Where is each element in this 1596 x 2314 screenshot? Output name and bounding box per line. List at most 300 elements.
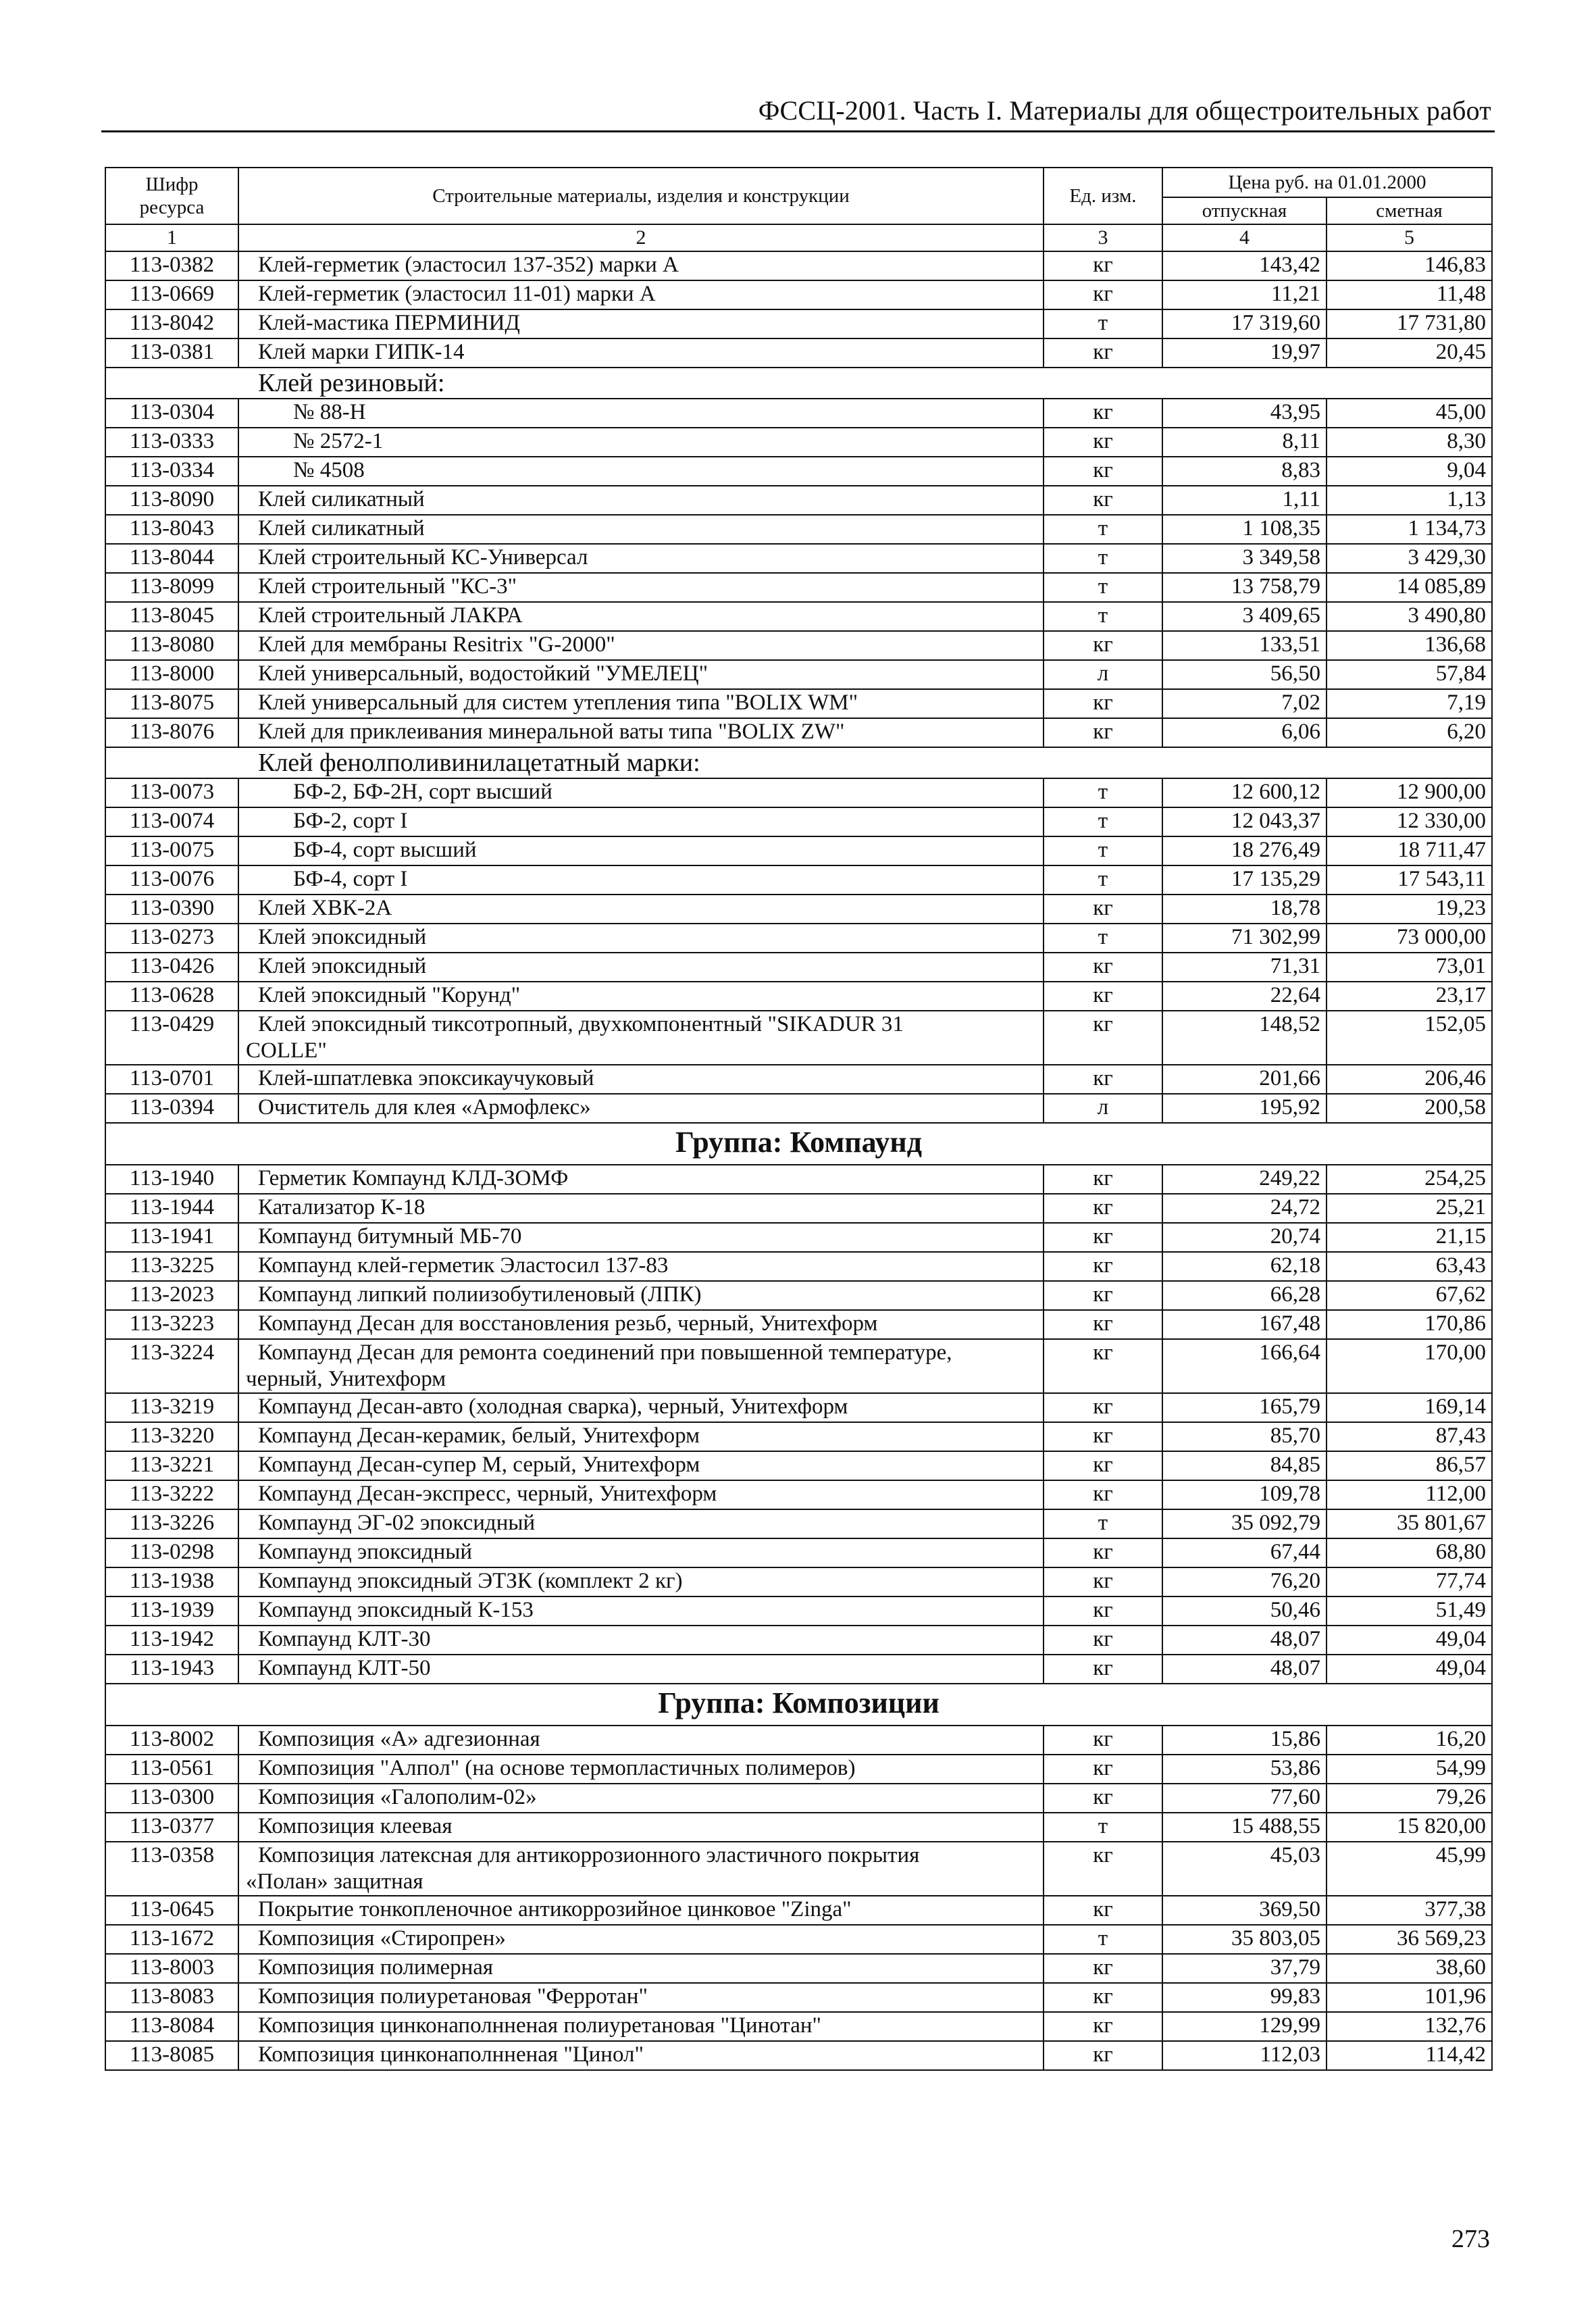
table-row <box>105 778 1492 807</box>
resource-code-cell: 113-8002 <box>105 1726 238 1755</box>
unit-cell: кг <box>1044 399 1162 428</box>
material-name-cell: Клей эпоксидный "Корунд" <box>238 982 1044 1011</box>
estimate-price-cell: 12 900,00 <box>1327 778 1492 807</box>
estimate-price-cell: 14 085,89 <box>1327 573 1492 602</box>
table-row <box>105 807 1492 836</box>
material-name-cell: Компаунд липкий полиизобутиленовый (ЛПК) <box>238 1281 1044 1310</box>
unit-cell: т <box>1044 778 1162 807</box>
table-row <box>105 428 1492 457</box>
estimate-price-cell: 54,99 <box>1327 1755 1492 1784</box>
material-name-cell: Компаунд эпоксидный ЭТЗК (комплект 2 кг) <box>238 1567 1044 1596</box>
material-name-cell: Клей универсальный, водостойкий "УМЕЛЕЦ" <box>238 660 1044 689</box>
release-price-cell: 12 043,37 <box>1162 807 1327 836</box>
release-price-cell: 133,51 <box>1162 631 1327 660</box>
table-row <box>105 865 1492 895</box>
table-row <box>105 251 1492 280</box>
material-name-cell: БФ-4, сорт высший <box>238 836 1044 865</box>
material-name-cell: Клей строительный ЛАКРА <box>238 602 1044 631</box>
table-row <box>105 1655 1492 1684</box>
column-number: 2 <box>238 224 1044 251</box>
unit-cell: кг <box>1044 280 1162 309</box>
estimate-price-cell: 254,25 <box>1327 1165 1492 1194</box>
column-header-unit: Ед. изм. <box>1044 168 1162 224</box>
table-row <box>105 1094 1492 1123</box>
resource-code-cell: 113-8043 <box>105 515 238 544</box>
resource-code-cell: 113-0377 <box>105 1813 238 1842</box>
price-table <box>105 167 1493 2071</box>
material-name-cell: Клей эпоксидный <box>238 924 1044 953</box>
release-price-cell: 19,97 <box>1162 338 1327 368</box>
table-row <box>105 1339 1492 1393</box>
resource-code-cell: 113-0075 <box>105 836 238 865</box>
table-row <box>105 631 1492 660</box>
column-number: 1 <box>105 224 238 251</box>
table-row <box>105 1567 1492 1596</box>
material-name-cell: № 4508 <box>238 457 1044 486</box>
material-name-cell: № 88-Н <box>238 399 1044 428</box>
section-heading: Клей фенолполивинилацетатный марки: <box>105 747 1492 778</box>
table-row <box>105 280 1492 309</box>
material-name-cell: Композиция цинконаполнненая "Цинол" <box>238 2041 1044 2070</box>
unit-cell: кг <box>1044 1983 1162 2012</box>
unit-cell: кг <box>1044 2041 1162 2070</box>
group-heading: Группа: Компаунд <box>105 1123 1492 1165</box>
resource-code-cell: 113-0298 <box>105 1538 238 1567</box>
table-row <box>105 1223 1492 1252</box>
release-price-cell: 13 758,79 <box>1162 573 1327 602</box>
column-number: 4 <box>1162 224 1327 251</box>
release-price-cell: 7,02 <box>1162 689 1327 718</box>
table-row <box>105 602 1492 631</box>
group-heading-row <box>105 1123 1492 1165</box>
material-name-cell: Клей силикатный <box>238 486 1044 515</box>
estimate-price-cell: 45,00 <box>1327 399 1492 428</box>
table-row <box>105 1451 1492 1480</box>
table-row <box>105 399 1492 428</box>
release-price-cell: 6,06 <box>1162 718 1327 747</box>
resource-code-cell: 113-1939 <box>105 1596 238 1626</box>
resource-code-cell: 113-8044 <box>105 544 238 573</box>
table-row <box>105 1596 1492 1626</box>
resource-code-cell: 113-8083 <box>105 1983 238 2012</box>
estimate-price-cell: 79,26 <box>1327 1784 1492 1813</box>
material-name-cell: Композиция полиуретановая "Ферротан" <box>238 1983 1044 2012</box>
material-name-cell: Клей универсальный для систем утепления типа "BOLIX WM" <box>238 689 1044 718</box>
release-price-cell: 1,11 <box>1162 486 1327 515</box>
material-name-cell <box>238 1842 1044 1896</box>
release-price-cell: 12 600,12 <box>1162 778 1327 807</box>
resource-code-cell: 113-0074 <box>105 807 238 836</box>
unit-cell: т <box>1044 1509 1162 1538</box>
material-name-continuation: черный, Унитехформ <box>246 1367 446 1391</box>
estimate-price-cell: 86,57 <box>1327 1451 1492 1480</box>
estimate-price-cell: 3 429,30 <box>1327 544 1492 573</box>
estimate-price-cell: 146,83 <box>1327 251 1492 280</box>
estimate-price-cell: 17 543,11 <box>1327 865 1492 895</box>
unit-cell: т <box>1044 544 1162 573</box>
material-name-cell: Композиция «А» адгезионная <box>238 1726 1044 1755</box>
table-row <box>105 338 1492 368</box>
estimate-price-cell: 114,42 <box>1327 2041 1492 2070</box>
release-price-cell: 35 092,79 <box>1162 1509 1327 1538</box>
resource-code-cell: 113-2023 <box>105 1281 238 1310</box>
estimate-price-cell: 73,01 <box>1327 953 1492 982</box>
release-price-cell: 84,85 <box>1162 1451 1327 1480</box>
estimate-price-cell: 15 820,00 <box>1327 1813 1492 1842</box>
material-name-cell: БФ-2, БФ-2Н, сорт высший <box>238 778 1044 807</box>
material-name-cell: Компаунд Десан для восстановления резьб, черный, Унитехформ <box>238 1310 1044 1339</box>
unit-cell: кг <box>1044 1755 1162 1784</box>
group-heading-row <box>105 1684 1492 1726</box>
resource-code-cell: 113-8085 <box>105 2041 238 2070</box>
estimate-price-cell: 7,19 <box>1327 689 1492 718</box>
estimate-price-cell: 132,76 <box>1327 2012 1492 2041</box>
material-name-cell: Компаунд КЛТ-50 <box>238 1655 1044 1684</box>
unit-cell: кг <box>1044 1896 1162 1925</box>
resource-code-cell: 113-0645 <box>105 1896 238 1925</box>
resource-code-cell: 113-8084 <box>105 2012 238 2041</box>
release-price-cell: 43,95 <box>1162 399 1327 428</box>
unit-cell: кг <box>1044 953 1162 982</box>
resource-code-cell: 113-8003 <box>105 1954 238 1983</box>
estimate-price-cell: 112,00 <box>1327 1480 1492 1509</box>
estimate-price-cell: 19,23 <box>1327 895 1492 924</box>
table-row <box>105 515 1492 544</box>
resource-code-cell: 113-0076 <box>105 865 238 895</box>
release-price-cell: 167,48 <box>1162 1310 1327 1339</box>
table-row <box>105 1281 1492 1310</box>
resource-code-cell: 113-1943 <box>105 1655 238 1684</box>
estimate-price-cell: 51,49 <box>1327 1596 1492 1626</box>
estimate-price-cell: 21,15 <box>1327 1223 1492 1252</box>
release-price-cell: 50,46 <box>1162 1596 1327 1626</box>
table-row <box>105 895 1492 924</box>
unit-cell: т <box>1044 836 1162 865</box>
table-row <box>105 2041 1492 2070</box>
resource-code-cell: 113-0394 <box>105 1094 238 1123</box>
resource-code-cell: 113-3224 <box>105 1339 238 1393</box>
resource-code-cell: 113-0701 <box>105 1065 238 1094</box>
table-row <box>105 953 1492 982</box>
unit-cell: л <box>1044 660 1162 689</box>
table-row <box>105 1954 1492 1983</box>
unit-cell: т <box>1044 1925 1162 1954</box>
unit-cell: кг <box>1044 2012 1162 2041</box>
material-name-cell: Клей-герметик (эластосил 11-01) марки А <box>238 280 1044 309</box>
material-name-cell: Композиция полимерная <box>238 1954 1044 1983</box>
resource-code-cell: 113-0429 <box>105 1011 238 1065</box>
resource-code-cell: 113-0334 <box>105 457 238 486</box>
release-price-cell: 35 803,05 <box>1162 1925 1327 1954</box>
page-title: ФССЦ-2001. Часть I. Материалы для общестроительных работ <box>758 95 1491 126</box>
unit-cell: кг <box>1044 1223 1162 1252</box>
page-number: 273 <box>1451 2225 1490 2253</box>
estimate-price-cell: 73 000,00 <box>1327 924 1492 953</box>
release-price-cell: 3 409,65 <box>1162 602 1327 631</box>
table-row <box>105 1252 1492 1281</box>
release-price-cell: 369,50 <box>1162 1896 1327 1925</box>
release-price-cell: 66,28 <box>1162 1281 1327 1310</box>
unit-cell: т <box>1044 807 1162 836</box>
unit-cell: кг <box>1044 1842 1162 1896</box>
material-name-cell: Компаунд эпоксидный К-153 <box>238 1596 1044 1626</box>
material-name-line: Композиция латексная для антикоррозионного эластичного покрытия <box>258 1843 920 1867</box>
unit-cell: кг <box>1044 1339 1162 1393</box>
release-price-cell: 201,66 <box>1162 1065 1327 1094</box>
material-name-cell: Клей для мембраны Resitrix "G-2000" <box>238 631 1044 660</box>
unit-cell: кг <box>1044 428 1162 457</box>
material-name-cell: Клей строительный КС-Универсал <box>238 544 1044 573</box>
release-price-cell: 18,78 <box>1162 895 1327 924</box>
table-row <box>105 836 1492 865</box>
unit-cell: кг <box>1044 689 1162 718</box>
material-name-cell: Компаунд КЛТ-30 <box>238 1626 1044 1655</box>
table-row <box>105 544 1492 573</box>
table-row <box>105 1310 1492 1339</box>
resource-code-cell: 113-0358 <box>105 1842 238 1896</box>
table-row <box>105 1842 1492 1896</box>
unit-cell: кг <box>1044 1281 1162 1310</box>
unit-cell: кг <box>1044 1422 1162 1451</box>
material-name-cell <box>238 1011 1044 1065</box>
release-price-cell: 18 276,49 <box>1162 836 1327 865</box>
release-price-cell: 76,20 <box>1162 1567 1327 1596</box>
material-name-line: Компаунд Десан для ремонта соединений при повышенной температуре, <box>258 1340 952 1365</box>
unit-cell: кг <box>1044 1451 1162 1480</box>
unit-cell: кг <box>1044 1626 1162 1655</box>
release-price-cell: 85,70 <box>1162 1422 1327 1451</box>
table-row <box>105 1393 1492 1422</box>
table-row <box>105 718 1492 747</box>
resource-code-cell: 113-0333 <box>105 428 238 457</box>
table-row <box>105 1480 1492 1509</box>
material-name-cell: Клей-мастика ПЕРМИНИД <box>238 309 1044 338</box>
estimate-price-cell: 49,04 <box>1327 1655 1492 1684</box>
table-row <box>105 573 1492 602</box>
release-price-cell: 77,60 <box>1162 1784 1327 1813</box>
section-heading-row <box>105 368 1492 399</box>
table-row <box>105 1983 1492 2012</box>
estimate-price-cell: 35 801,67 <box>1327 1509 1492 1538</box>
table-row <box>105 1011 1492 1065</box>
column-header-estimate-price: сметная <box>1327 197 1492 224</box>
estimate-price-cell: 8,30 <box>1327 428 1492 457</box>
table-row <box>105 2012 1492 2041</box>
resource-code-cell: 113-8076 <box>105 718 238 747</box>
release-price-cell: 22,64 <box>1162 982 1327 1011</box>
table-header <box>105 168 1492 251</box>
column-header-name: Строительные материалы, изделия и конструкции <box>238 168 1044 224</box>
estimate-price-cell: 77,74 <box>1327 1567 1492 1596</box>
estimate-price-cell: 25,21 <box>1327 1194 1492 1223</box>
material-name-cell: Компаунд Десан-супер М, серый, Унитехформ <box>238 1451 1044 1480</box>
section-heading: Клей резиновый: <box>105 368 1492 399</box>
unit-cell: кг <box>1044 1011 1162 1065</box>
resource-code-cell: 113-0382 <box>105 251 238 280</box>
resource-code-cell: 113-8075 <box>105 689 238 718</box>
resource-code-cell: 113-8045 <box>105 602 238 631</box>
estimate-price-cell: 20,45 <box>1327 338 1492 368</box>
release-price-cell: 148,52 <box>1162 1011 1327 1065</box>
material-name-cell: Клей силикатный <box>238 515 1044 544</box>
table-row <box>105 457 1492 486</box>
estimate-price-cell: 38,60 <box>1327 1954 1492 1983</box>
release-price-cell: 20,74 <box>1162 1223 1327 1252</box>
release-price-cell: 48,07 <box>1162 1626 1327 1655</box>
material-name-cell: Компаунд эпоксидный <box>238 1538 1044 1567</box>
unit-cell: т <box>1044 515 1162 544</box>
column-header-price-group: Цена руб. на 01.01.2000 <box>1162 168 1492 197</box>
release-price-cell: 45,03 <box>1162 1842 1327 1896</box>
material-name-cell: Очиститель для клея «Армофлекс» <box>238 1094 1044 1123</box>
unit-cell: т <box>1044 865 1162 895</box>
table-row <box>105 1813 1492 1842</box>
unit-cell: кг <box>1044 338 1162 368</box>
material-name-cell: Клей строительный "КС-3" <box>238 573 1044 602</box>
estimate-price-cell: 170,00 <box>1327 1339 1492 1393</box>
material-name-cell: Композиция «Галополим-02» <box>238 1784 1044 1813</box>
release-price-cell: 8,83 <box>1162 457 1327 486</box>
material-name-cell: Клей-герметик (эластосил 137-352) марки А <box>238 251 1044 280</box>
estimate-price-cell: 377,38 <box>1327 1896 1492 1925</box>
release-price-cell: 166,64 <box>1162 1339 1327 1393</box>
resource-code-cell: 113-1944 <box>105 1194 238 1223</box>
estimate-price-cell: 206,46 <box>1327 1065 1492 1094</box>
material-name-cell: Компаунд битумный МБ-70 <box>238 1223 1044 1252</box>
table-row <box>105 486 1492 515</box>
resource-code-cell: 113-1938 <box>105 1567 238 1596</box>
release-price-cell: 67,44 <box>1162 1538 1327 1567</box>
estimate-price-cell: 169,14 <box>1327 1393 1492 1422</box>
estimate-price-cell: 101,96 <box>1327 1983 1492 2012</box>
resource-code-cell: 113-0669 <box>105 280 238 309</box>
resource-code-cell: 113-8090 <box>105 486 238 515</box>
resource-code-cell: 113-0381 <box>105 338 238 368</box>
release-price-cell: 56,50 <box>1162 660 1327 689</box>
group-heading: Группа: Композиции <box>105 1684 1492 1726</box>
material-name-cell: Клей ХВК-2А <box>238 895 1044 924</box>
release-price-cell: 109,78 <box>1162 1480 1327 1509</box>
resource-code-cell: 113-0390 <box>105 895 238 924</box>
table-row <box>105 1065 1492 1094</box>
resource-code-cell: 113-3225 <box>105 1252 238 1281</box>
estimate-price-cell: 68,80 <box>1327 1538 1492 1567</box>
unit-cell: кг <box>1044 718 1162 747</box>
release-price-cell: 8,11 <box>1162 428 1327 457</box>
unit-cell: кг <box>1044 1252 1162 1281</box>
release-price-cell: 71 302,99 <box>1162 924 1327 953</box>
release-price-cell: 165,79 <box>1162 1393 1327 1422</box>
material-name-cell: Композиция клеевая <box>238 1813 1044 1842</box>
material-name-cell: Герметик Компаунд КЛД-ЗОМФ <box>238 1165 1044 1194</box>
resource-code-cell: 113-0304 <box>105 399 238 428</box>
material-name-cell: № 2572-1 <box>238 428 1044 457</box>
table-row <box>105 1784 1492 1813</box>
table-row <box>105 660 1492 689</box>
resource-code-cell: 113-0561 <box>105 1755 238 1784</box>
unit-cell: кг <box>1044 1194 1162 1223</box>
unit-cell: т <box>1044 573 1162 602</box>
resource-code-cell: 113-8099 <box>105 573 238 602</box>
material-name-cell: БФ-2, сорт I <box>238 807 1044 836</box>
release-price-cell: 15 488,55 <box>1162 1813 1327 1842</box>
resource-code-cell: 113-0426 <box>105 953 238 982</box>
table-row <box>105 1896 1492 1925</box>
material-name-cell: Компаунд Десан-экспресс, черный, Унитехформ <box>238 1480 1044 1509</box>
column-header-release-price: отпускная <box>1162 197 1327 224</box>
unit-cell: кг <box>1044 1065 1162 1094</box>
release-price-cell: 17 135,29 <box>1162 865 1327 895</box>
resource-code-cell: 113-0628 <box>105 982 238 1011</box>
material-name-cell: Катализатор К-18 <box>238 1194 1044 1223</box>
unit-cell: кг <box>1044 1954 1162 1983</box>
table-row <box>105 982 1492 1011</box>
unit-cell: кг <box>1044 1784 1162 1813</box>
estimate-price-cell: 57,84 <box>1327 660 1492 689</box>
unit-cell: кг <box>1044 1393 1162 1422</box>
material-name-cell: Покрытие тонкопленочное антикоррозийное цинковое "Zinga" <box>238 1896 1044 1925</box>
table-body <box>105 251 1492 2070</box>
release-price-cell: 99,83 <box>1162 1983 1327 2012</box>
material-name-cell: Композиция «Стиропрен» <box>238 1925 1044 1954</box>
material-name-cell: Композиция "Алпол" (на основе термопластичных полимеров) <box>238 1755 1044 1784</box>
resource-code-cell: 113-0273 <box>105 924 238 953</box>
unit-cell: кг <box>1044 1567 1162 1596</box>
resource-code-cell: 113-1941 <box>105 1223 238 1252</box>
release-price-cell: 129,99 <box>1162 2012 1327 2041</box>
estimate-price-cell: 6,20 <box>1327 718 1492 747</box>
estimate-price-cell: 23,17 <box>1327 982 1492 1011</box>
unit-cell: кг <box>1044 982 1162 1011</box>
table-row <box>105 1925 1492 1954</box>
resource-code-cell: 113-3226 <box>105 1509 238 1538</box>
table-row <box>105 1194 1492 1223</box>
release-price-cell: 17 319,60 <box>1162 309 1327 338</box>
material-name-cell: Компаунд ЭГ-02 эпоксидный <box>238 1509 1044 1538</box>
material-name-continuation: «Полан» защитная <box>246 1869 423 1894</box>
resource-code-cell: 113-3222 <box>105 1480 238 1509</box>
table-row <box>105 1165 1492 1194</box>
resource-code-cell: 113-3221 <box>105 1451 238 1480</box>
resource-code-cell: 113-3223 <box>105 1310 238 1339</box>
estimate-price-cell: 1 134,73 <box>1327 515 1492 544</box>
material-name-line: Клей эпоксидный тиксотропный, двухкомпонентный "SIKADUR 31 <box>258 1012 904 1036</box>
material-name-cell: Клей-шпатлевка эпоксикаучуковый <box>238 1065 1044 1094</box>
release-price-cell: 53,86 <box>1162 1755 1327 1784</box>
estimate-price-cell: 49,04 <box>1327 1626 1492 1655</box>
unit-cell: кг <box>1044 457 1162 486</box>
estimate-price-cell: 36 569,23 <box>1327 1925 1492 1954</box>
unit-cell: кг <box>1044 486 1162 515</box>
release-price-cell: 195,92 <box>1162 1094 1327 1123</box>
estimate-price-cell: 63,43 <box>1327 1252 1492 1281</box>
resource-code-cell: 113-8042 <box>105 309 238 338</box>
release-price-cell: 62,18 <box>1162 1252 1327 1281</box>
table-row <box>105 1755 1492 1784</box>
estimate-price-cell: 11,48 <box>1327 280 1492 309</box>
material-name-cell: Клей эпоксидный <box>238 953 1044 982</box>
resource-code-cell: 113-1942 <box>105 1626 238 1655</box>
estimate-price-cell: 12 330,00 <box>1327 807 1492 836</box>
header-rule <box>101 130 1495 132</box>
table-row <box>105 1626 1492 1655</box>
unit-cell: т <box>1044 924 1162 953</box>
unit-cell: т <box>1044 602 1162 631</box>
estimate-price-cell: 9,04 <box>1327 457 1492 486</box>
unit-cell: кг <box>1044 251 1162 280</box>
unit-cell: кг <box>1044 1165 1162 1194</box>
table-row <box>105 1509 1492 1538</box>
